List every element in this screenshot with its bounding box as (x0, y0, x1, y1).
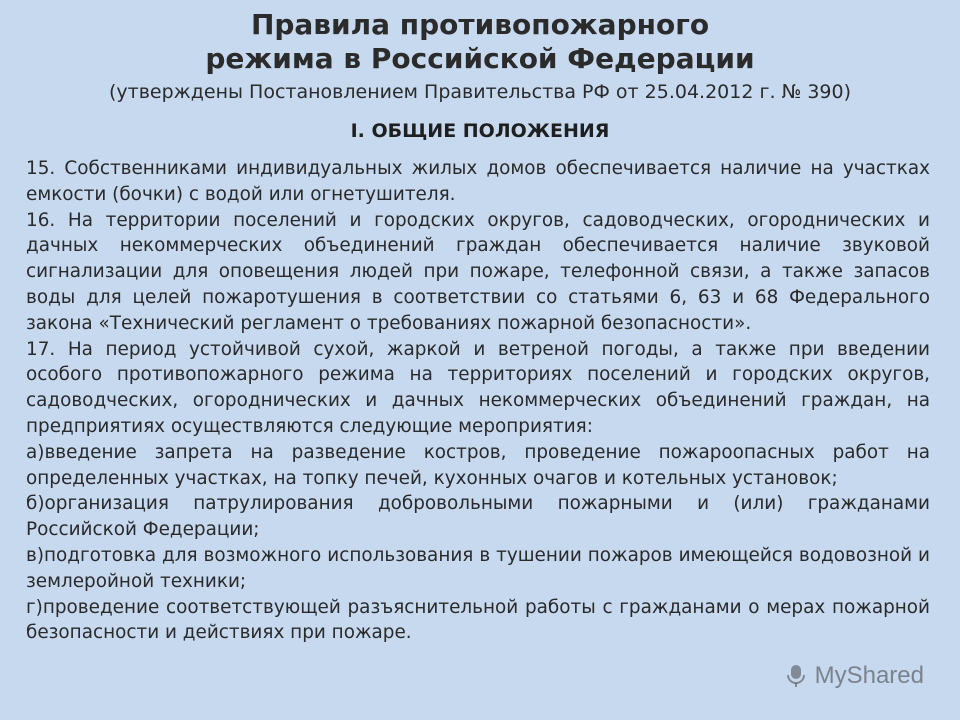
document-body (26, 156, 930, 646)
paragraph-17: 17. На период устойчивой сухой, жаркой и ветреной погоды, а также при введении особого противопожарного режима на территориях поселений и городских округов, садоводческих, огороднических и дачных некоммерческих объединений граждан, на предприятиях осуществляются следующие мероприятия: (26, 338, 930, 437)
mic-icon (783, 663, 809, 689)
item-v: в)подготовка для возможного использования в тушении пожаров имеющейся водовозной и землеройной техники; (26, 544, 930, 592)
title-line-1: Правила противопожарного (250, 8, 710, 41)
item-a: а)введение запрета на разведение костров, проведение пожароопасных работ на определенных участках, на топку печей, кухонных очагов и котельных установок; (26, 441, 930, 489)
watermark (783, 662, 924, 690)
section-heading: I. ОБЩИЕ ПОЛОЖЕНИЯ (350, 120, 610, 142)
item-b: б)организация патрулирования добровольными пожарными и (или) гражданами Российской Федерации; (26, 493, 930, 541)
subtitle: (утверждены Постановлением Правительства РФ от 25.04.2012 г. № 390) (108, 81, 852, 103)
paragraph-16: 16. На территории поселений и городских округов, садоводческих, огороднических и дачных некоммерческих объединений граждан обеспечивается наличие звуковой сигнализации для оповещения людей при пожаре, телефонной связи, а также запасов воды для целей пожаротушения в соответствии со статьями 6, 63 и 68 Федерального закона «Технический регламент о требованиях пожарной безопасности». (26, 209, 930, 334)
item-g: г)проведение соответствующей разъяснительной работы с гражданами о мерах пожарной безопасности и действиях при пожаре. (26, 596, 930, 644)
paragraph-15: 15. Собственниками индивидуальных жилых домов обеспечивается наличие на участках емкости (бочки) с водой или огнетушителя. (26, 158, 930, 205)
watermark-text: MyShared (814, 662, 924, 689)
title-line-2: режима в Российской Федерации (205, 42, 755, 75)
